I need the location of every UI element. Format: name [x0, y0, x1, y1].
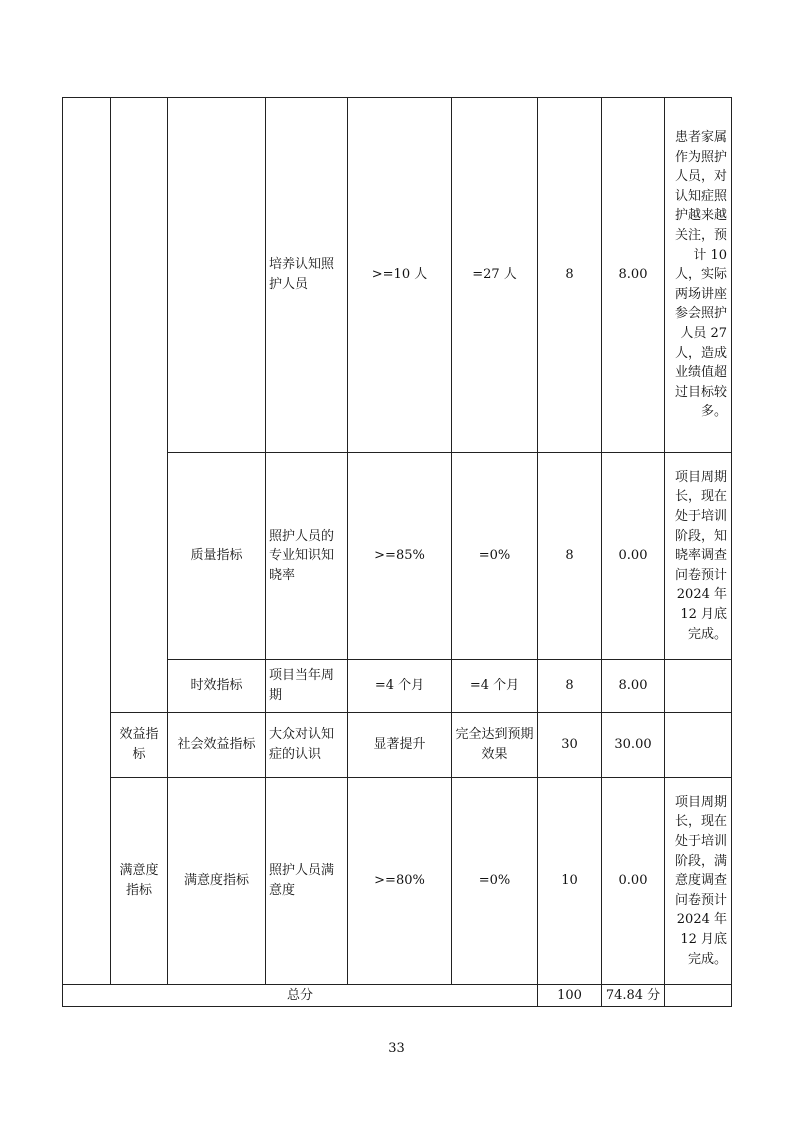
table-row-total: [63, 985, 732, 1007]
category-cell: 社会效益指标: [168, 713, 266, 778]
total-note-cell: [665, 985, 732, 1007]
category-cell: 时效指标: [168, 660, 266, 713]
weight-cell: 10: [538, 778, 602, 985]
actual-value-cell: =0%: [452, 453, 538, 660]
weight-cell: 8: [538, 660, 602, 713]
indicator-cell: 项目当年周期: [266, 660, 348, 713]
table-row-satisfaction: [63, 778, 732, 985]
group-cell: 效益指标: [111, 713, 168, 778]
indicator-cell: 照护人员的专业知识知晓率: [266, 453, 348, 660]
note-cell: 项目周期长，现在处于培训阶段，满意度调查问卷预计 2024 年 12 月底完成。: [665, 778, 732, 985]
category-cell: [168, 98, 266, 453]
outer-category-cell: [63, 98, 111, 985]
score-cell: 0.00: [602, 453, 665, 660]
total-weight-cell: 100: [538, 985, 602, 1007]
note-cell: [665, 660, 732, 713]
indicator-cell: 培养认知照护人员: [266, 98, 348, 453]
target-value-cell: >=85%: [348, 453, 452, 660]
target-value-cell: 显著提升: [348, 713, 452, 778]
weight-cell: 30: [538, 713, 602, 778]
note-cell: [665, 713, 732, 778]
score-cell: 8.00: [602, 98, 665, 453]
group-cell: 满意度指标: [111, 778, 168, 985]
weight-cell: 8: [538, 453, 602, 660]
indicator-cell: 照护人员满意度: [266, 778, 348, 985]
score-cell: 8.00: [602, 660, 665, 713]
score-cell: 0.00: [602, 778, 665, 985]
weight-cell: 8: [538, 98, 602, 453]
table-row-social: [63, 713, 732, 778]
actual-value-cell: =4 个月: [452, 660, 538, 713]
total-label-cell: 总分: [63, 985, 538, 1007]
total-score-cell: 74.84 分: [602, 985, 665, 1007]
indicator-cell: 大众对认知症的认识: [266, 713, 348, 778]
target-value-cell: >=10 人: [348, 98, 452, 453]
performance-table: [62, 97, 732, 1007]
target-value-cell: =4 个月: [348, 660, 452, 713]
category-cell: 满意度指标: [168, 778, 266, 985]
actual-value-cell: =27 人: [452, 98, 538, 453]
actual-value-cell: =0%: [452, 778, 538, 985]
page-number: 33: [388, 1041, 405, 1056]
note-cell: 项目周期长，现在处于培训阶段，知晓率调查问卷预计 2024 年 12 月底完成。: [665, 453, 732, 660]
note-cell: 患者家属作为照护人员，对认知症照护越来越关注，预计 10 人，实际两场讲座参会照护人员 27 人，造成业绩值超过目标较多。: [665, 98, 732, 453]
actual-value-cell: 完全达到预期效果: [452, 713, 538, 778]
category-cell: 质量指标: [168, 453, 266, 660]
table-row-training: [63, 98, 732, 453]
target-value-cell: >=80%: [348, 778, 452, 985]
output-group-cell: [111, 98, 168, 713]
score-cell: 30.00: [602, 713, 665, 778]
